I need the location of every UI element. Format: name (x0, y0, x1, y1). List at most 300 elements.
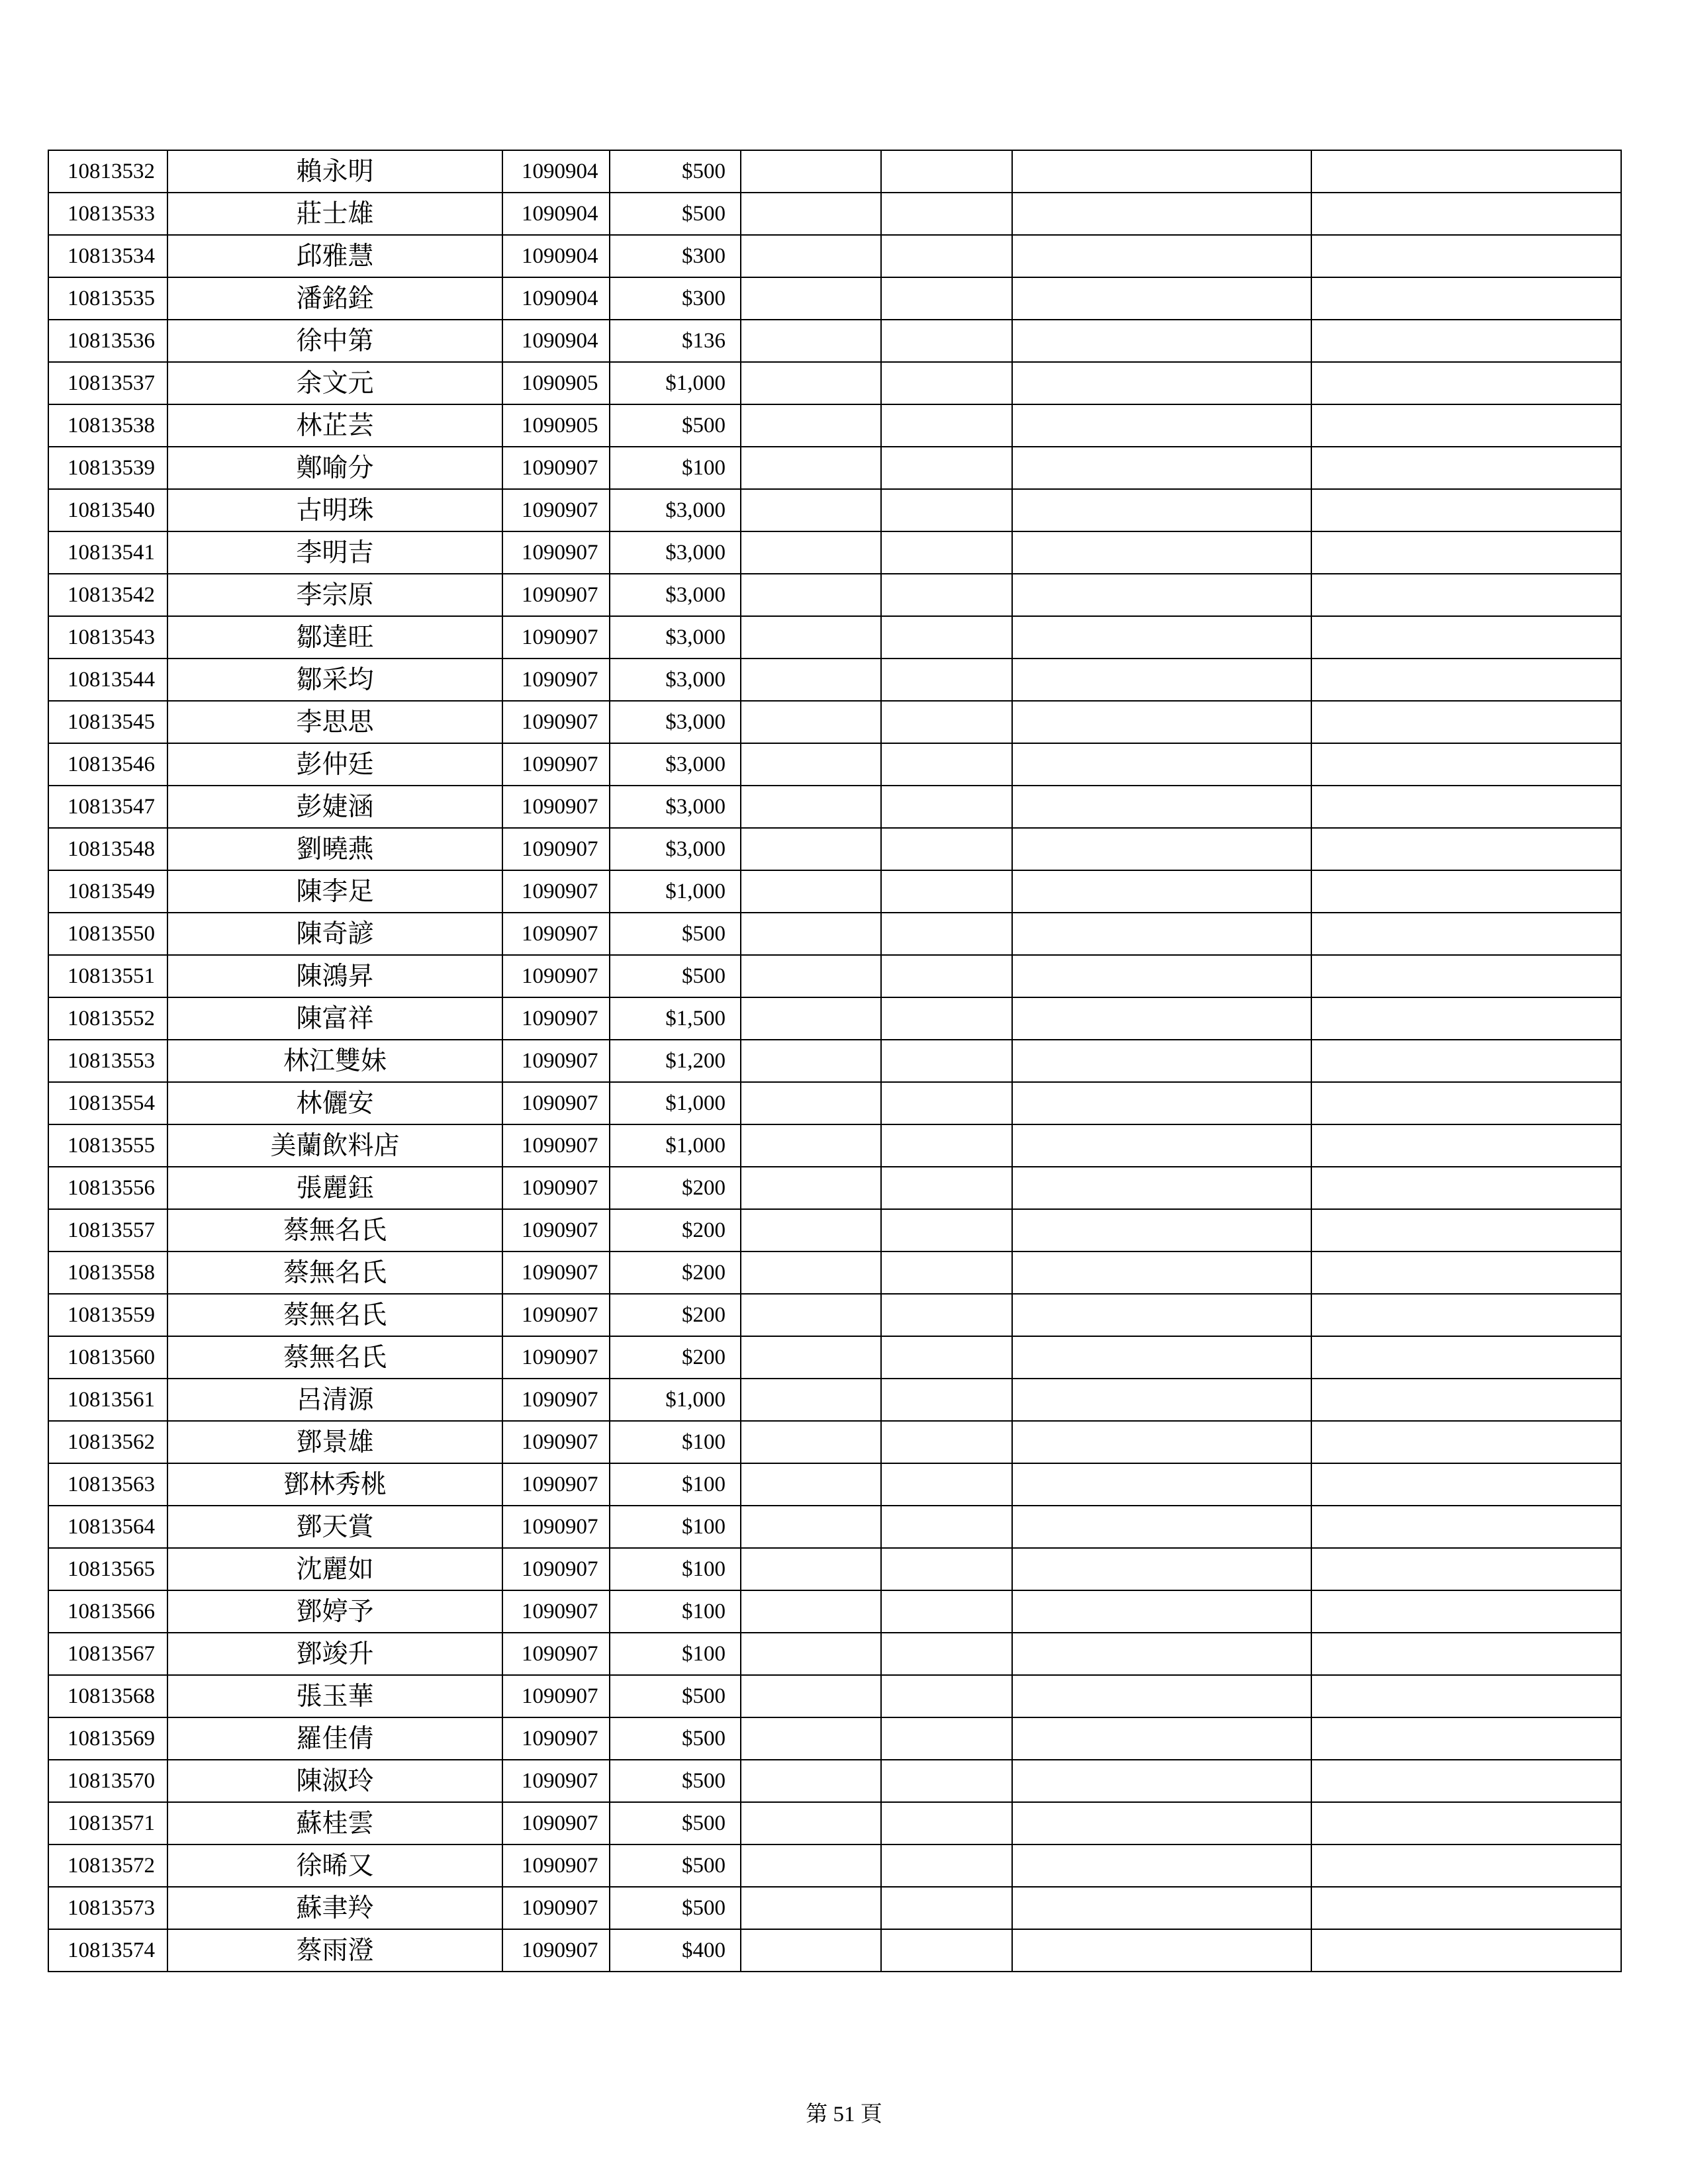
empty-cell (1311, 1294, 1621, 1336)
amount-cell: $300 (610, 235, 741, 277)
table-row (48, 1294, 1621, 1336)
table-row (48, 828, 1621, 870)
empty-cell (1012, 1294, 1311, 1336)
donor-name-cell: 鄧林秀桃 (167, 1463, 502, 1506)
date-cell: 1090907 (502, 743, 610, 786)
receipt-number-cell: 10813571 (48, 1802, 167, 1844)
empty-cell (741, 743, 881, 786)
table-row (48, 447, 1621, 489)
receipt-number-cell: 10813538 (48, 404, 167, 447)
empty-cell (741, 616, 881, 659)
table-row (48, 659, 1621, 701)
donor-name-cell: 彭婕涵 (167, 786, 502, 828)
amount-cell: $1,000 (610, 870, 741, 913)
receipt-number-cell: 10813552 (48, 997, 167, 1040)
table-row (48, 404, 1621, 447)
empty-cell (881, 1802, 1012, 1844)
empty-cell (1311, 1082, 1621, 1124)
table-row (48, 1548, 1621, 1590)
donor-name-cell: 蔡雨澄 (167, 1929, 502, 1972)
amount-cell: $500 (610, 1802, 741, 1844)
page-number: 第 51 頁 (806, 2103, 882, 2126)
empty-cell (1012, 955, 1311, 997)
empty-cell (1012, 616, 1311, 659)
empty-cell (1311, 1633, 1621, 1675)
donor-name-cell: 陳富祥 (167, 997, 502, 1040)
table-row (48, 743, 1621, 786)
donation-ledger-table (48, 150, 1622, 1972)
receipt-number-cell: 10813549 (48, 870, 167, 913)
receipt-number-cell: 10813566 (48, 1590, 167, 1633)
empty-cell (1311, 1760, 1621, 1802)
date-cell: 1090907 (502, 997, 610, 1040)
donor-name-cell: 林芷芸 (167, 404, 502, 447)
empty-cell (741, 1251, 881, 1294)
ledger-body (48, 150, 1621, 1972)
date-cell: 1090907 (502, 1590, 610, 1633)
amount-cell: $1,000 (610, 1124, 741, 1167)
donor-name-cell: 鄭喻分 (167, 447, 502, 489)
date-cell: 1090907 (502, 1294, 610, 1336)
receipt-number-cell: 10813535 (48, 277, 167, 320)
empty-cell (741, 1717, 881, 1760)
empty-cell (881, 1082, 1012, 1124)
receipt-number-cell: 10813533 (48, 193, 167, 235)
date-cell: 1090907 (502, 1844, 610, 1887)
empty-cell (881, 1929, 1012, 1972)
empty-cell (1311, 616, 1621, 659)
receipt-number-cell: 10813542 (48, 574, 167, 616)
date-cell: 1090907 (502, 1379, 610, 1421)
donor-name-cell: 陳淑玲 (167, 1760, 502, 1802)
empty-cell (1311, 235, 1621, 277)
empty-cell (1012, 1633, 1311, 1675)
table-row (48, 870, 1621, 913)
donor-name-cell: 林儷安 (167, 1082, 502, 1124)
empty-cell (1311, 1506, 1621, 1548)
empty-cell (1311, 1421, 1621, 1463)
amount-cell: $1,000 (610, 1082, 741, 1124)
date-cell: 1090907 (502, 1506, 610, 1548)
date-cell: 1090907 (502, 786, 610, 828)
empty-cell (741, 1167, 881, 1209)
empty-cell (1311, 404, 1621, 447)
donor-name-cell: 陳李足 (167, 870, 502, 913)
receipt-number-cell: 10813558 (48, 1251, 167, 1294)
empty-cell (741, 489, 881, 531)
receipt-number-cell: 10813554 (48, 1082, 167, 1124)
amount-cell: $500 (610, 1844, 741, 1887)
empty-cell (1012, 1929, 1311, 1972)
table-row (48, 1844, 1621, 1887)
empty-cell (881, 1463, 1012, 1506)
empty-cell (881, 701, 1012, 743)
donor-name-cell: 彭仲廷 (167, 743, 502, 786)
empty-cell (881, 1040, 1012, 1082)
empty-cell (741, 362, 881, 404)
empty-cell (741, 193, 881, 235)
empty-cell (881, 320, 1012, 362)
empty-cell (741, 1802, 881, 1844)
date-cell: 1090907 (502, 1336, 610, 1379)
empty-cell (741, 1844, 881, 1887)
empty-cell (1311, 870, 1621, 913)
amount-cell: $500 (610, 193, 741, 235)
amount-cell: $3,000 (610, 574, 741, 616)
empty-cell (1012, 1844, 1311, 1887)
receipt-number-cell: 10813572 (48, 1844, 167, 1887)
date-cell: 1090907 (502, 1717, 610, 1760)
empty-cell (881, 362, 1012, 404)
date-cell: 1090907 (502, 1887, 610, 1929)
empty-cell (1012, 1506, 1311, 1548)
empty-cell (1311, 1040, 1621, 1082)
table-row (48, 1040, 1621, 1082)
donor-name-cell: 李明吉 (167, 531, 502, 574)
empty-cell (881, 1887, 1012, 1929)
empty-cell (1012, 1167, 1311, 1209)
receipt-number-cell: 10813570 (48, 1760, 167, 1802)
date-cell: 1090907 (502, 1209, 610, 1251)
empty-cell (1012, 659, 1311, 701)
donor-name-cell: 蔡無名氏 (167, 1251, 502, 1294)
table-row (48, 1506, 1621, 1548)
empty-cell (741, 1887, 881, 1929)
empty-cell (1012, 320, 1311, 362)
amount-cell: $100 (610, 1590, 741, 1633)
empty-cell (741, 447, 881, 489)
table-row (48, 1167, 1621, 1209)
date-cell: 1090907 (502, 1124, 610, 1167)
empty-cell (1012, 743, 1311, 786)
receipt-number-cell: 10813537 (48, 362, 167, 404)
empty-cell (1012, 1887, 1311, 1929)
empty-cell (881, 277, 1012, 320)
empty-cell (1012, 150, 1311, 193)
empty-cell (1012, 997, 1311, 1040)
donor-name-cell: 李思思 (167, 701, 502, 743)
table-row (48, 913, 1621, 955)
empty-cell (741, 1675, 881, 1717)
amount-cell: $500 (610, 150, 741, 193)
empty-cell (741, 235, 881, 277)
receipt-number-cell: 10813536 (48, 320, 167, 362)
donor-name-cell: 潘銘銓 (167, 277, 502, 320)
receipt-number-cell: 10813564 (48, 1506, 167, 1548)
empty-cell (741, 404, 881, 447)
date-cell: 1090907 (502, 1251, 610, 1294)
empty-cell (1012, 235, 1311, 277)
date-cell: 1090907 (502, 1633, 610, 1675)
empty-cell (741, 1124, 881, 1167)
empty-cell (741, 1548, 881, 1590)
date-cell: 1090904 (502, 320, 610, 362)
empty-cell (741, 277, 881, 320)
donor-name-cell: 陳鴻昇 (167, 955, 502, 997)
amount-cell: $200 (610, 1294, 741, 1336)
empty-cell (1311, 1802, 1621, 1844)
empty-cell (881, 1717, 1012, 1760)
table-row (48, 320, 1621, 362)
empty-cell (1012, 1251, 1311, 1294)
empty-cell (1311, 1124, 1621, 1167)
amount-cell: $3,000 (610, 743, 741, 786)
empty-cell (741, 913, 881, 955)
empty-cell (1311, 1717, 1621, 1760)
receipt-number-cell: 10813569 (48, 1717, 167, 1760)
table-row (48, 786, 1621, 828)
table-row (48, 1675, 1621, 1717)
empty-cell (741, 1294, 881, 1336)
donor-name-cell: 林江雙妹 (167, 1040, 502, 1082)
empty-cell (881, 1209, 1012, 1251)
donor-name-cell: 賴永明 (167, 150, 502, 193)
table-row (48, 1209, 1621, 1251)
table-row (48, 1760, 1621, 1802)
amount-cell: $500 (610, 955, 741, 997)
empty-cell (1311, 1209, 1621, 1251)
amount-cell: $300 (610, 277, 741, 320)
empty-cell (741, 320, 881, 362)
receipt-number-cell: 10813544 (48, 659, 167, 701)
empty-cell (1311, 150, 1621, 193)
receipt-number-cell: 10813553 (48, 1040, 167, 1082)
empty-cell (1311, 447, 1621, 489)
empty-cell (881, 404, 1012, 447)
date-cell: 1090907 (502, 1421, 610, 1463)
empty-cell (1311, 193, 1621, 235)
table-row (48, 1082, 1621, 1124)
amount-cell: $200 (610, 1167, 741, 1209)
table-row (48, 531, 1621, 574)
donor-name-cell: 陳奇諺 (167, 913, 502, 955)
empty-cell (1012, 277, 1311, 320)
amount-cell: $500 (610, 404, 741, 447)
amount-cell: $500 (610, 1675, 741, 1717)
receipt-number-cell: 10813541 (48, 531, 167, 574)
table-row (48, 1463, 1621, 1506)
table-row (48, 1633, 1621, 1675)
receipt-number-cell: 10813562 (48, 1421, 167, 1463)
date-cell: 1090907 (502, 870, 610, 913)
date-cell: 1090907 (502, 1082, 610, 1124)
donor-name-cell: 鄧天賞 (167, 1506, 502, 1548)
empty-cell (881, 1590, 1012, 1633)
empty-cell (1311, 828, 1621, 870)
amount-cell: $3,000 (610, 786, 741, 828)
receipt-number-cell: 10813568 (48, 1675, 167, 1717)
empty-cell (881, 1421, 1012, 1463)
receipt-number-cell: 10813555 (48, 1124, 167, 1167)
donor-name-cell: 鄧竣升 (167, 1633, 502, 1675)
receipt-number-cell: 10813543 (48, 616, 167, 659)
date-cell: 1090905 (502, 404, 610, 447)
table-row (48, 997, 1621, 1040)
amount-cell: $100 (610, 1421, 741, 1463)
date-cell: 1090907 (502, 955, 610, 997)
empty-cell (1311, 320, 1621, 362)
donor-name-cell: 莊士雄 (167, 193, 502, 235)
empty-cell (1012, 786, 1311, 828)
empty-cell (881, 1760, 1012, 1802)
empty-cell (881, 235, 1012, 277)
empty-cell (1012, 1379, 1311, 1421)
empty-cell (881, 1675, 1012, 1717)
amount-cell: $1,000 (610, 362, 741, 404)
empty-cell (741, 1421, 881, 1463)
table-row (48, 489, 1621, 531)
empty-cell (1012, 404, 1311, 447)
empty-cell (1311, 1929, 1621, 1972)
empty-cell (881, 1844, 1012, 1887)
amount-cell: $3,000 (610, 701, 741, 743)
empty-cell (741, 1082, 881, 1124)
date-cell: 1090905 (502, 362, 610, 404)
receipt-number-cell: 10813540 (48, 489, 167, 531)
date-cell: 1090907 (502, 1548, 610, 1590)
donor-name-cell: 蔡無名氏 (167, 1209, 502, 1251)
donor-name-cell: 美蘭飲料店 (167, 1124, 502, 1167)
empty-cell (1012, 1548, 1311, 1590)
empty-cell (741, 531, 881, 574)
empty-cell (1311, 277, 1621, 320)
empty-cell (1012, 1040, 1311, 1082)
date-cell: 1090907 (502, 574, 610, 616)
empty-cell (1311, 362, 1621, 404)
table-row (48, 1421, 1621, 1463)
date-cell: 1090907 (502, 1040, 610, 1082)
receipt-number-cell: 10813573 (48, 1887, 167, 1929)
table-row (48, 362, 1621, 404)
amount-cell: $100 (610, 447, 741, 489)
empty-cell (881, 1506, 1012, 1548)
amount-cell: $1,000 (610, 1379, 741, 1421)
receipt-number-cell: 10813539 (48, 447, 167, 489)
empty-cell (741, 1506, 881, 1548)
date-cell: 1090907 (502, 828, 610, 870)
receipt-number-cell: 10813560 (48, 1336, 167, 1379)
empty-cell (1012, 1590, 1311, 1633)
empty-cell (881, 997, 1012, 1040)
receipt-number-cell: 10813557 (48, 1209, 167, 1251)
amount-cell: $500 (610, 1760, 741, 1802)
donor-name-cell: 張麗鈺 (167, 1167, 502, 1209)
empty-cell (1012, 193, 1311, 235)
empty-cell (1012, 1336, 1311, 1379)
empty-cell (1311, 913, 1621, 955)
empty-cell (1012, 1209, 1311, 1251)
amount-cell: $1,200 (610, 1040, 741, 1082)
empty-cell (881, 828, 1012, 870)
amount-cell: $3,000 (610, 531, 741, 574)
empty-cell (881, 1167, 1012, 1209)
table-row (48, 1802, 1621, 1844)
empty-cell (741, 1760, 881, 1802)
empty-cell (881, 616, 1012, 659)
table-row (48, 1887, 1621, 1929)
empty-cell (881, 913, 1012, 955)
empty-cell (1012, 1124, 1311, 1167)
empty-cell (1311, 997, 1621, 1040)
donor-name-cell: 沈麗如 (167, 1548, 502, 1590)
date-cell: 1090907 (502, 447, 610, 489)
amount-cell: $3,000 (610, 489, 741, 531)
receipt-number-cell: 10813532 (48, 150, 167, 193)
amount-cell: $1,500 (610, 997, 741, 1040)
empty-cell (1311, 1167, 1621, 1209)
date-cell: 1090904 (502, 277, 610, 320)
date-cell: 1090907 (502, 1802, 610, 1844)
table-row (48, 955, 1621, 997)
empty-cell (1311, 1379, 1621, 1421)
table-row (48, 701, 1621, 743)
empty-cell (741, 1929, 881, 1972)
empty-cell (1012, 1760, 1311, 1802)
empty-cell (741, 150, 881, 193)
empty-cell (741, 1040, 881, 1082)
table-row (48, 1251, 1621, 1294)
empty-cell (881, 489, 1012, 531)
empty-cell (1311, 659, 1621, 701)
empty-cell (741, 1379, 881, 1421)
date-cell: 1090904 (502, 150, 610, 193)
empty-cell (1012, 701, 1311, 743)
donor-name-cell: 鄒達旺 (167, 616, 502, 659)
amount-cell: $400 (610, 1929, 741, 1972)
amount-cell: $3,000 (610, 616, 741, 659)
empty-cell (1311, 701, 1621, 743)
amount-cell: $500 (610, 1717, 741, 1760)
receipt-number-cell: 10813574 (48, 1929, 167, 1972)
donor-name-cell: 呂清源 (167, 1379, 502, 1421)
empty-cell (1311, 1251, 1621, 1294)
date-cell: 1090904 (502, 193, 610, 235)
date-cell: 1090907 (502, 659, 610, 701)
receipt-number-cell: 10813563 (48, 1463, 167, 1506)
donor-name-cell: 蔡無名氏 (167, 1294, 502, 1336)
empty-cell (1311, 574, 1621, 616)
empty-cell (881, 1251, 1012, 1294)
empty-cell (741, 1209, 881, 1251)
donor-name-cell: 徐中第 (167, 320, 502, 362)
amount-cell: $100 (610, 1548, 741, 1590)
empty-cell (881, 447, 1012, 489)
donor-name-cell: 羅佳倩 (167, 1717, 502, 1760)
empty-cell (741, 1590, 881, 1633)
empty-cell (741, 870, 881, 913)
donor-name-cell: 張玉華 (167, 1675, 502, 1717)
empty-cell (1012, 1463, 1311, 1506)
empty-cell (741, 574, 881, 616)
amount-cell: $3,000 (610, 659, 741, 701)
empty-cell (1012, 447, 1311, 489)
empty-cell (881, 150, 1012, 193)
empty-cell (1012, 489, 1311, 531)
date-cell: 1090907 (502, 1675, 610, 1717)
table-row (48, 1124, 1621, 1167)
empty-cell (881, 1633, 1012, 1675)
donor-name-cell: 鄧婷予 (167, 1590, 502, 1633)
donor-name-cell: 鄧景雄 (167, 1421, 502, 1463)
amount-cell: $500 (610, 913, 741, 955)
table-row (48, 1336, 1621, 1379)
empty-cell (741, 659, 881, 701)
amount-cell: $136 (610, 320, 741, 362)
empty-cell (881, 1294, 1012, 1336)
empty-cell (1012, 913, 1311, 955)
empty-cell (1311, 786, 1621, 828)
empty-cell (881, 786, 1012, 828)
